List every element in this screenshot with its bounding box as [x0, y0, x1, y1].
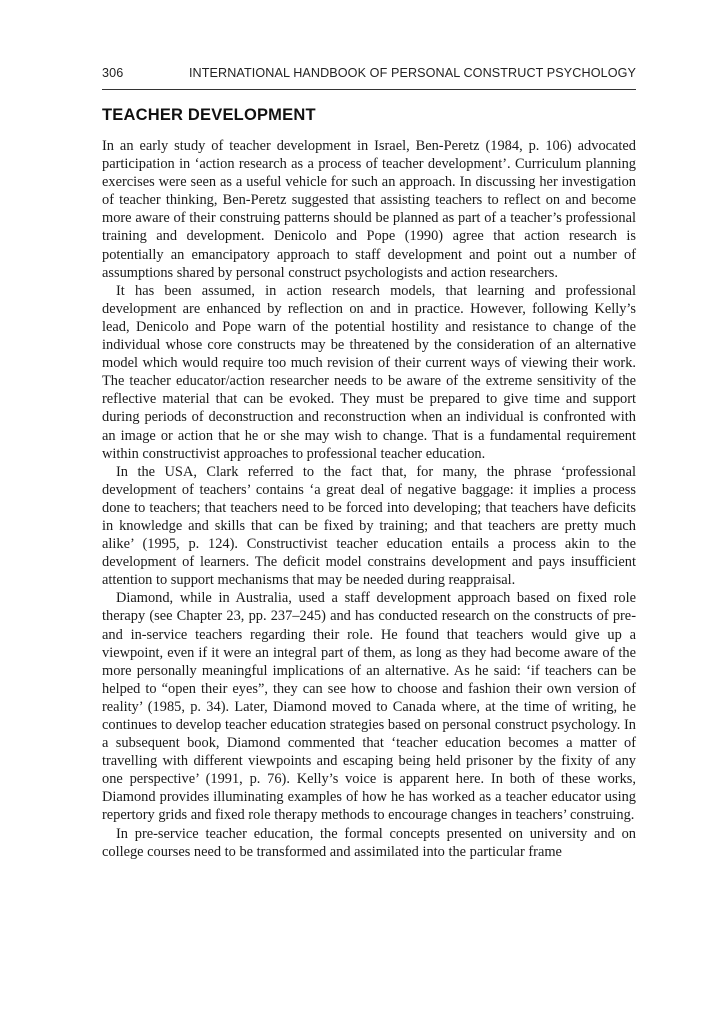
body-text	[102, 137, 636, 861]
running-title: INTERNATIONAL HANDBOOK OF PERSONAL CONSTRUCT PSYCHOLOGY	[188, 66, 636, 80]
paragraph: Diamond, while in Australia, used a staff development approach based on fixed role therapy (see Chapter 23, pp. 237–245) and has conducted research on the constructs of pre- and in-service teachers regarding their role. He found that teachers would give up a viewpoint, even if it were an integral part of them, as long as they had become aware of the more personally meaningful implications of an alternative. As he said: ‘if teachers can be helped to “open their eyes”, they can see how to choose and fashion their own version of reality’ (1985, p. 34). Later, Diamond moved to Canada where, at the time of writing, he continues to develop teacher education strategies based on personal construct psychology. In a subsequent book, Diamond commented that ‘teacher education becomes a matter of travelling with different viewpoints and escaping being held prisoner by the fixity of any one perspective’ (1991, p. 76). Kelly’s voice is apparent here. In both of these works, Diamond provides illuminating examples of how he has worked as a teacher educator using repertory grids and fixed role therapy methods to encourage changes in teachers’ construing.	[102, 590, 636, 824]
paragraph: In an early study of teacher development in Israel, Ben-Peretz (1984, p. 106) advocated participation in ‘action research as a process of teacher development’. Curriculum planning exercises were seen as a useful vehicle for such an approach. In discussing her investigation of teacher thinking, Ben-Peretz suggested that assisting teachers to reflect on and become more aware of their construing patterns should be planned as part of a teacher’s professional training and development. Denicolo and Pope (1990) agree that action research is potentially an emancipatory approach to staff development and point out a number of assumptions shared by personal construct psychologists and action researchers.	[102, 138, 636, 281]
page-number: 306	[102, 66, 124, 80]
paragraph: It has been assumed, in action research models, that learning and professional development are enhanced by reflection on and in practice. However, following Kelly’s lead, Denicolo and Pope warn of the potential hostility and resistance to change of the individual whose core constructs may be threatened by the consideration of an alternative model which would require too much revision of their current ways of viewing their work. The teacher educator/action researcher needs to be aware of the extreme sensitivity of the reflective material that can be evoked. They must be prepared to give time and support during periods of deconstruction and reconstruction when an individual is confronted with an image or action that he or she may wish to change. That is a fundamental requirement within constructivist approaches to professional teacher education.	[102, 282, 636, 462]
paragraph: In the USA, Clark referred to the fact that, for many, the phrase ‘professional development of teachers’ contains ‘a great deal of negative baggage: it implies a process done to teachers; that teachers need to be forced into developing; that teachers have deficits in knowledge and skills that can be fixed by training; and that teachers are pretty much alike’ (1995, p. 124). Constructivist teacher education entails a process akin to the development of learners. The deficit model constrains development and pays insufficient attention to support mechanisms that may be needed during reappraisal.	[102, 463, 636, 589]
running-header	[102, 66, 636, 86]
section-heading: TEACHER DEVELOPMENT	[102, 106, 316, 124]
header-rule	[102, 89, 636, 90]
paragraph: In pre-service teacher education, the formal concepts presented on university and on college courses need to be transformed and assimilated into the particular frame	[102, 825, 636, 860]
